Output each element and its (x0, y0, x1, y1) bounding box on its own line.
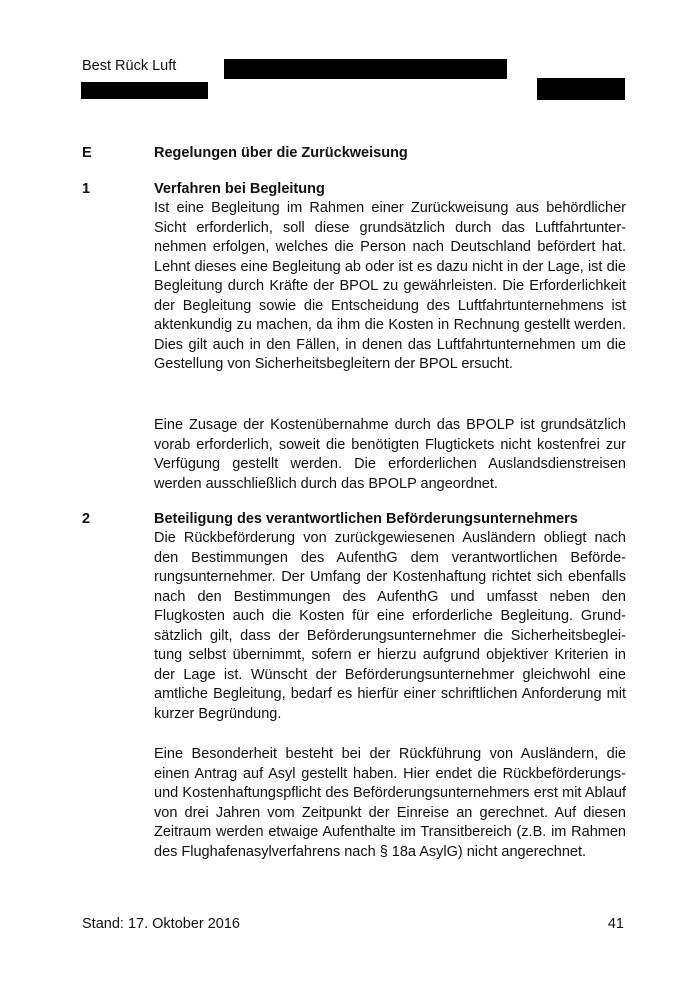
subsection-title: Beteiligung des verantwortlichen Beförderungsunternehmers (154, 511, 578, 527)
paragraph: Eine Besonderheit besteht bei der Rückführung von Ausländern, die einen Antrag auf Asyl gestellt haben. Hier endet die Rückbeförderungs- und Kostenhaftungspflicht des Beförderungsunternehmers erst mit Ablauf von drei Jahren vom Zeitpunkt der Einreise an gerechnet. Auf diesen Zeitraum werden etwaige Aufenthalte im Transitbereich (z.B. im Rahmen des Flughafenasylverfahrens nach § 18a AsylG) nicht angerechnet. (154, 746, 626, 860)
subsection-title: Verfahren bei Begleitung (154, 181, 325, 197)
section-title: Regelungen über die Zurückweisung (154, 145, 408, 161)
header-title: Best Rück Luft (82, 58, 177, 74)
paragraph: Eine Zusage der Kostenübernahme durch das BPOLP ist grundsätzlich vorab erforderlich, soweit die benötigten Flugtickets nicht kostenfrei zur Verfügung gestellt werden. Die erforderlichen Auslandsdienstreisen werden ausschließlich durch das BPOLP angeordnet. (154, 417, 626, 492)
footer-date: Stand: 17. Oktober 2016 (82, 916, 240, 932)
section-letter: E (82, 145, 92, 161)
page-number: 41 (607, 916, 624, 932)
redaction-bar (537, 78, 625, 100)
redaction-bar (81, 82, 208, 99)
paragraph: Die Rückbeförderung von zurückgewiesenen Ausländern obliegt nach den Bestimmungen des AufenthG dem verantwortlichen Beförderungsunternehmer. Der Umfang der Kostenhaftung richtet sich ebenfalls nach den Bestimmungen des AufenthG und umfasst neben den Flugkosten auch die Kosten für eine erforderliche Begleitung. Grundsätzlich gilt, dass der Beförderungsunternehmer die Sicherheitsbegleitung selbst übernimmt, sofern er hierzu aufgrund objektiver Kriterien in der Lage ist. Wünscht der Beförderungsunternehmer gleichwohl eine amtliche Begleitung, bedarf es hierfür einer schriftlichen Anforderung mit kurzer Begründung. (154, 530, 626, 722)
subsection-number: 2 (82, 511, 91, 527)
subsection-number: 1 (82, 181, 91, 197)
redaction-bar (224, 59, 507, 79)
paragraph: Ist eine Begleitung im Rahmen einer Zurückweisung aus behördlicher Sicht erforderlich, soll diese grundsätzlich durch das Luftfahrtunternehmen erfolgen, welches die Person nach Deutschland befördert hat. Lehnt dieses eine Begleitung ab oder ist es dazu nicht in der Lage, ist die Begleitung durch Kräfte der BPOL zu gewährleisten. Die Erforderlichkeit der Begleitung sowie die Entscheidung des Luftfahrtunternehmens ist aktenkundig zu machen, da ihm die Kosten in Rechnung gestellt werden. Dies gilt auch in den Fällen, in denen das Luftfahrtunternehmen um die Gestellung von Sicherheitsbegleitern der BPOL ersucht. (154, 200, 626, 372)
